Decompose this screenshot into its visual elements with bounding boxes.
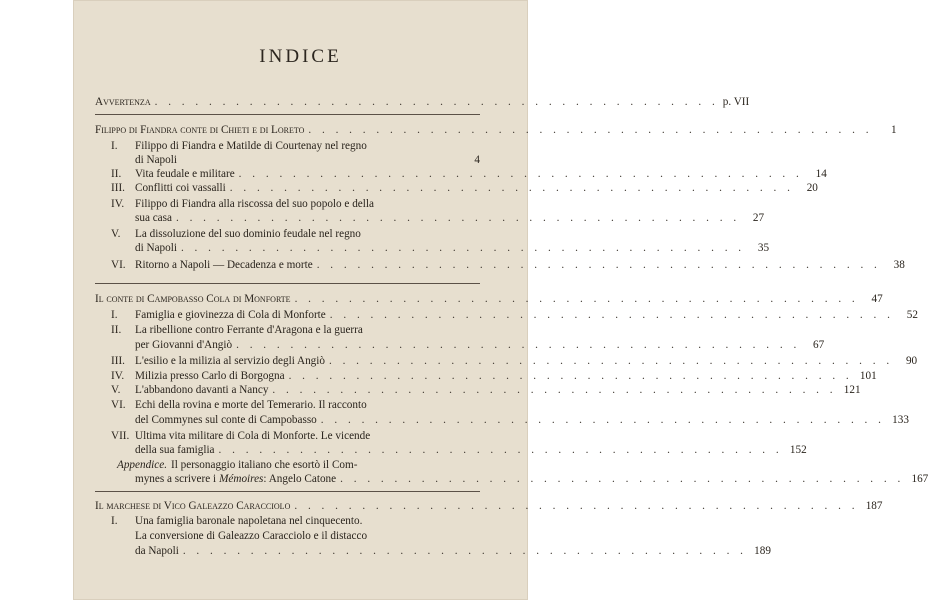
entry-label: Filippo di Fiandra alla riscossa del suo popolo e della bbox=[135, 198, 374, 210]
toc-entry-continued bbox=[135, 211, 765, 225]
toc-entry-continued bbox=[135, 153, 480, 167]
entry-page: 20 bbox=[806, 182, 818, 194]
toc-entry bbox=[111, 139, 480, 153]
section-title: Il marchese di Vico Galeazzo Caracciolo bbox=[95, 500, 291, 512]
leader-dots: . . . . . . . . . . . . . . . . . . . . . . . . . . . . . . . . . . . . . . . . . . bbox=[294, 293, 859, 305]
leader-dots: . . . . . . . . . . . . . . . . . . . . . . . . . . . . . . . . . . . . . . . . . . bbox=[236, 339, 801, 351]
leader-dots: . . . . . . . . . . . . . . . . . . . . . . . . . . . . . . . . . . . . . . . . . . bbox=[229, 182, 794, 194]
entry-number: III. bbox=[111, 355, 125, 367]
toc-section bbox=[95, 292, 883, 306]
leader-dots: . . . . . . . . . . . . . . . . . . . . . . . . . . . . . . . . . . . . . . . . . . bbox=[340, 473, 905, 485]
entry-label: Vita feudale e militare bbox=[135, 168, 235, 180]
leader-dots: . . . . . . . . . . . . . . . . . . . . . . . . . . . . . . . . . . . . . . . . . . bbox=[329, 309, 894, 321]
entry-page: 189 bbox=[754, 545, 771, 557]
entry-page: 167 bbox=[911, 473, 928, 485]
entry-label: Il personaggio italiano che esortò il Com- bbox=[171, 459, 358, 471]
toc-entry-continued bbox=[135, 338, 825, 352]
book-page bbox=[73, 0, 928, 600]
leader-dots: . . . . . . . . . . . . . . . . . . . . . . . . . . . . . . . . . . . . . . . . . . bbox=[218, 444, 783, 456]
divider bbox=[95, 283, 480, 284]
entry-page: 121 bbox=[843, 384, 861, 396]
entry-label-cont: da Napoli bbox=[135, 545, 179, 557]
entry-number: VI. bbox=[111, 399, 126, 411]
leader-dots: . . . . . . . . . . . . . . . . . . . . . . . . . . . . . . . . . . . . . . . . . . bbox=[238, 168, 803, 180]
entry-label-cont: di Napoli bbox=[135, 154, 177, 166]
entry-label-cont: per Giovanni d'Angiò bbox=[135, 339, 233, 351]
entry-label: Una famiglia baronale napoletana nel cinquecento. bbox=[135, 515, 363, 527]
entry-page: p. VII bbox=[722, 96, 750, 108]
appendix-label: Appendice. bbox=[117, 459, 168, 471]
entry-page: 14 bbox=[815, 168, 827, 180]
leader-dots: . . . . . . . . . . . . . . . . . . . . . . . . . . . . . . . . . . . . . . . . . . bbox=[308, 124, 873, 136]
entry-page: 90 bbox=[905, 355, 918, 367]
entry-number: IV. bbox=[111, 198, 125, 210]
section-title: Il conte di Campobasso Cola di Monforte bbox=[95, 293, 291, 305]
entry-label-cont: mynes a scrivere i bbox=[135, 473, 217, 485]
entry-number: VI. bbox=[111, 259, 126, 271]
toc-entry-continued bbox=[135, 241, 770, 255]
toc-entry bbox=[111, 258, 905, 272]
entry-label: La dissoluzione del suo dominio feudale nel regno bbox=[135, 228, 361, 240]
entry-label-cont: : Angelo Catone bbox=[263, 473, 337, 485]
entry-number: I. bbox=[111, 140, 118, 152]
entry-label: La ribellione contro Ferrante d'Aragona e la guerra bbox=[135, 324, 363, 336]
entry-label: Milizia presso Carlo di Borgogna bbox=[135, 370, 285, 382]
entry-number: V. bbox=[111, 384, 121, 396]
entry-page: 187 bbox=[865, 500, 883, 512]
entry-label: Famiglia e giovinezza di Cola di Monforte bbox=[135, 309, 326, 321]
toc-entry bbox=[111, 167, 827, 181]
toc-entry-continued bbox=[135, 413, 909, 427]
entry-page: 47 bbox=[871, 293, 883, 305]
entry-page: 1 bbox=[890, 124, 897, 136]
entry-label-cont: della sua famiglia bbox=[135, 444, 215, 456]
divider bbox=[95, 491, 480, 492]
entry-number: I. bbox=[111, 515, 118, 527]
toc-entry bbox=[111, 308, 918, 322]
leader-dots: . . . . . . . . . . . . . . . . . . . . . . . . . . . . . . . . . . . . . . . . . . bbox=[328, 355, 894, 367]
entry-label: L'abbandono davanti a Nancy bbox=[135, 384, 269, 396]
entry-label-italic: Mémoires bbox=[219, 473, 264, 485]
entry-label: Ritorno a Napoli — Decadenza e morte bbox=[135, 259, 313, 271]
leader-dots: . . . . . . . . . . . . . . . . . . . . . . . . . . . . . . . . . . . . . . . . . . bbox=[316, 259, 881, 271]
entry-page: 4 bbox=[474, 154, 480, 166]
leader-dots: . . . . . . . . . . . . . . . . . . . . . . . . . . . . . . . . . . . . . . . . . . bbox=[288, 370, 853, 382]
leader-dots: . . . . . . . . . . . . . . . . . . . . . . . . . . . . . . . . . . . . . . . . . . bbox=[175, 212, 741, 224]
toc-entry bbox=[111, 181, 818, 195]
entry-label: Echi della rovina e morte del Temerario. Il racconto bbox=[135, 399, 367, 411]
toc-section bbox=[95, 123, 897, 137]
entry-number: VII. bbox=[111, 430, 130, 442]
toc-entry bbox=[111, 227, 480, 241]
leader-dots: . . . . . . . . . . . . . . . . . . . . . . . . . . . . . . . . . . . . . . . . . . bbox=[182, 545, 747, 557]
entry-number: II. bbox=[111, 324, 122, 336]
entry-label: Avvertenza bbox=[95, 96, 151, 108]
entry-number: V. bbox=[111, 228, 121, 240]
entry-label-cont: sua casa bbox=[135, 212, 172, 224]
entry-label: Conflitti coi vassalli bbox=[135, 182, 226, 194]
leader-dots: . . . . . . . . . . . . . . . . . . . . . . . . . . . . . . . . . . . . . . . . . . bbox=[154, 96, 719, 108]
toc-entry bbox=[111, 429, 480, 443]
entry-label-cont: di Napoli bbox=[135, 242, 177, 254]
entry-number: III. bbox=[111, 182, 125, 194]
entry-label: L'esilio e la milizia al servizio degli Angiò bbox=[135, 355, 325, 367]
entry-label: Ultima vita militare di Cola di Monforte. Le vicende bbox=[135, 430, 371, 442]
entry-page: 38 bbox=[893, 259, 905, 271]
leader-dots: . . . . . . . . . . . . . . . . . . . . . . . . . . . . . . . . . . . . . . . . . . bbox=[180, 242, 746, 254]
entry-label-cont: del Commynes sul conte di Campobasso bbox=[135, 414, 317, 426]
toc-entry bbox=[111, 323, 480, 337]
toc-entry bbox=[111, 514, 480, 528]
toc-entry-continued bbox=[135, 544, 771, 558]
toc-entry bbox=[111, 369, 877, 383]
toc-entry-continued bbox=[135, 529, 480, 543]
toc-entry bbox=[111, 383, 861, 397]
entry-label: Filippo di Fiandra e Matilde di Courtenay nel regno bbox=[135, 140, 367, 152]
entry-page: 52 bbox=[906, 309, 918, 321]
entry-page: 152 bbox=[789, 444, 807, 456]
leader-dots: . . . . . . . . . . . . . . . . . . . . . . . . . . . . . . . . . . . . . . . . . . bbox=[272, 384, 837, 396]
toc-appendix bbox=[117, 458, 480, 472]
entry-page: 35 bbox=[757, 242, 770, 254]
toc-entry bbox=[111, 354, 918, 368]
divider bbox=[95, 114, 480, 115]
entry-number: II. bbox=[111, 168, 122, 180]
toc-entry-avvertenza bbox=[95, 95, 750, 109]
section-title: Filippo di Fiandra conte di Chieti e di Loreto bbox=[95, 124, 305, 136]
entry-label-cont: La conversione di Galeazzo Caracciolo e il distacco bbox=[135, 530, 368, 542]
entry-page: 133 bbox=[892, 414, 909, 426]
entry-page: 101 bbox=[859, 370, 877, 382]
entry-number: I. bbox=[111, 309, 118, 321]
entry-page: 27 bbox=[752, 212, 765, 224]
toc-entry bbox=[111, 398, 480, 412]
leader-dots: . . . . . . . . . . . . . . . . . . . . . . . . . . . . . . . . . . . . . . . . . . bbox=[294, 500, 859, 512]
entry-page: 67 bbox=[813, 339, 825, 351]
page-title: INDICE bbox=[259, 46, 342, 67]
toc-section bbox=[95, 499, 883, 513]
toc-entry-continued bbox=[135, 443, 807, 457]
toc-entry bbox=[111, 197, 480, 211]
entry-number: IV. bbox=[111, 370, 125, 382]
leader-dots: . . . . . . . . . . . . . . . . . . . . . . . . . . . . . . . . . . . . . . . . . . bbox=[320, 414, 885, 426]
toc-appendix-continued bbox=[135, 472, 928, 486]
